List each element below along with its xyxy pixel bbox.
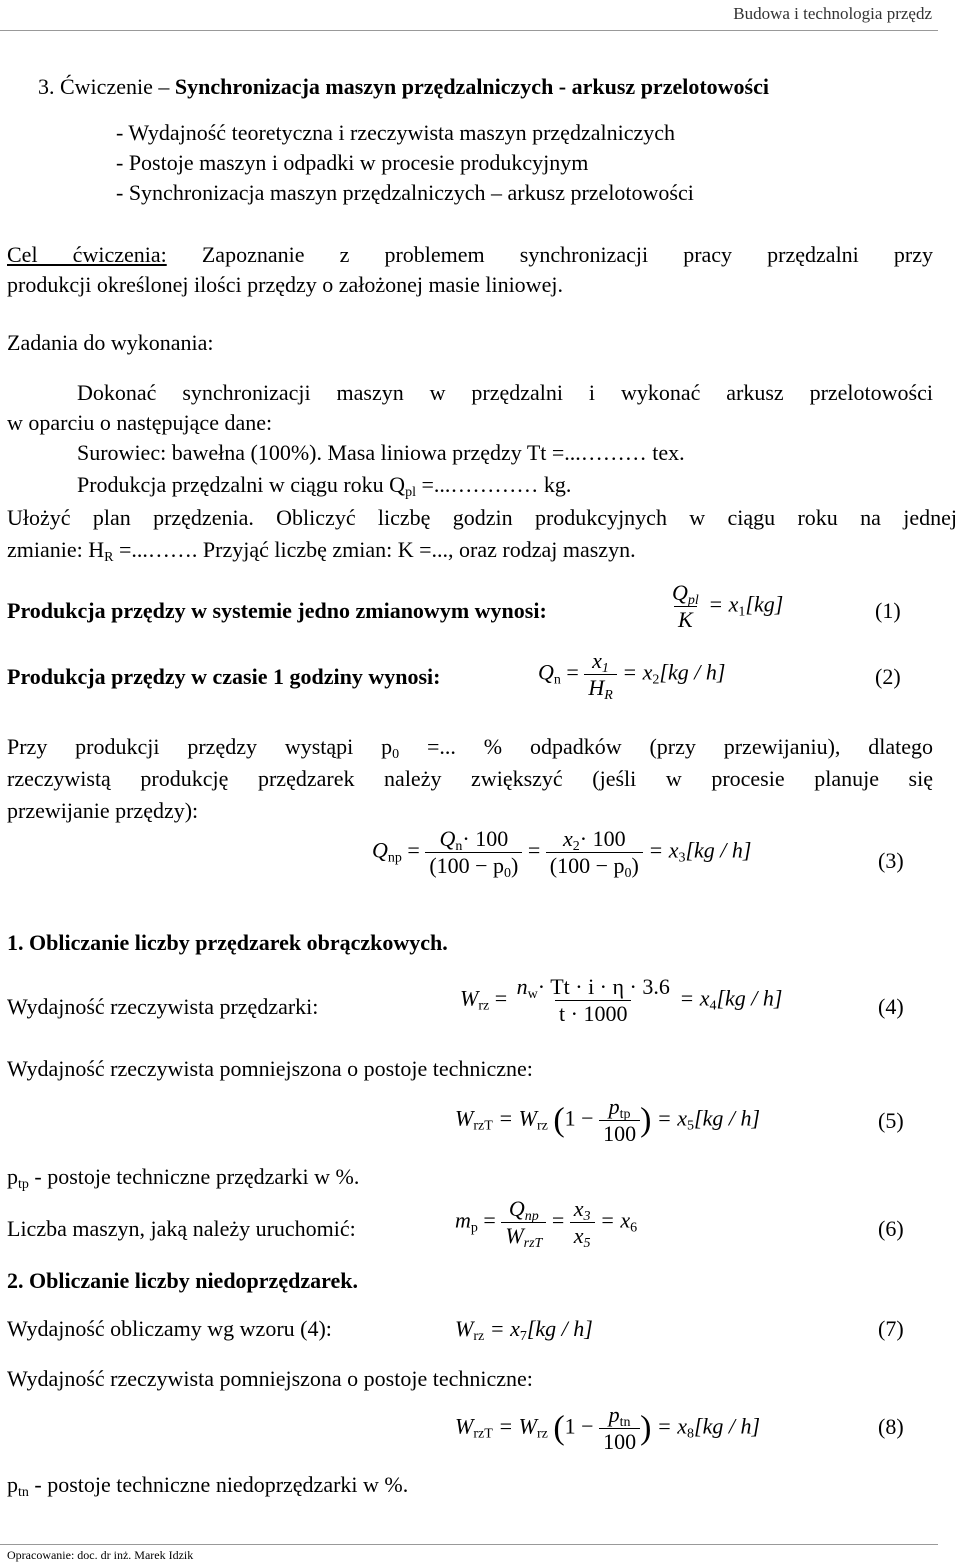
waste-line: rzeczywistą produkcję przędzarek należy zwiększyć (jeśli w procesie planuje się (7, 766, 933, 791)
section-heading-2: 2. Obliczanie liczby niedoprzędzarek. (7, 1268, 358, 1293)
eq1-label: Produkcja przędzy w systemie jedno zmianowym wynosi: (7, 598, 547, 623)
bullet-item: - Postoje maszyn i odpadki w procesie produkcyjnym (116, 150, 589, 175)
eq3-number: (3) (878, 848, 904, 873)
goal-text: Zapoznanie z problemem synchronizacji pracy przędzalni przy (201, 242, 934, 267)
eq6-number: (6) (878, 1216, 904, 1241)
eq6-label: Liczba maszyn, jaką należy uruchomić: (7, 1216, 356, 1241)
tasks-line: Produkcja przędzalni w ciągu roku $Q_{pl}$ =...………… kg. (77, 472, 572, 500)
eq4-label: Wydajność rzeczywista przędzarki: (7, 994, 319, 1019)
eq1-formula: $\frac{Q_{pl}}{K}$ = $x_1[kg]$ (672, 580, 784, 632)
tasks-heading: Zadania do wykonania: (7, 330, 214, 355)
running-header: Budowa i technologia przędz (733, 4, 932, 23)
ptp-note: $p_{tp}$ - postoje techniczne przędzarki w %. (7, 1164, 360, 1192)
title-number: 3. Ćwiczenie – (38, 74, 175, 99)
waste-line: przewijanie przędzy): (7, 798, 199, 823)
reduced-heading-2: Wydajność rzeczywista pomniejszona o postoje techniczne: (7, 1366, 533, 1391)
eq2-label: Produkcja przędzy w czasie 1 godziny wynosi: (7, 664, 441, 689)
tasks-line: Ułożyć plan przędzenia. Obliczyć liczbę godzin produkcyjnych w ciągu roku na jednej (7, 505, 957, 530)
title-text: Synchronizacja maszyn przędzalniczych - arkusz przelotowości (174, 74, 769, 99)
bullet-item: - Synchronizacja maszyn przędzalniczych – arkusz przelotowości (116, 180, 694, 205)
goal-label: Cel ćwiczenia: (7, 242, 167, 267)
eq1-number: (1) (875, 598, 901, 623)
eq7-label: Wydajność obliczamy wg wzoru (4): (7, 1316, 332, 1341)
eq3-formula: $Q_{np}$ = $\frac{Q_n\cdot 100}{(100 - p_0)}$ = $\frac{x_2\cdot 100}{(100 - p_0)}$ = $x_3[kg / h]$ (372, 826, 752, 881)
footer-divider (0, 1544, 938, 1545)
ptn-note: $p_{tn}$ - postoje techniczne niedoprzędzarki w %. (7, 1472, 409, 1500)
goal-line-2: produkcji określonej ilości przędzy o założonej masie liniowej. (7, 272, 563, 297)
tasks-line: w oparciu o następujące dane: (7, 410, 273, 435)
section-title (38, 74, 769, 100)
footer-author: Opracowanie: doc. dr inż. Marek Idzik (7, 1548, 194, 1562)
eq8-number: (8) (878, 1414, 904, 1439)
bullet-item: - Wydajność teoretyczna i rzeczywista maszyn przędzalniczych (116, 120, 675, 145)
eq7-formula: $W_{rz} = x_7[kg / h]$ (455, 1316, 593, 1344)
section-heading-1: 1. Obliczanie liczby przędzarek obrączkowych. (7, 930, 448, 955)
eq7-number: (7) (878, 1316, 904, 1341)
tasks-line: Surowiec: bawełna (100%). Masa liniowa przędzy Tt =...……… tex. (77, 440, 685, 465)
eq8-formula: $W_{rzT} = W_{rz}$ (1 − $\frac{p_{tn}}{100}$ ) = $x_8[kg / h]$ (455, 1402, 761, 1454)
goal-line-1 (7, 242, 933, 268)
eq2-formula: $Q_n$ = $\frac{x_1}{H_R}$ = $x_2[kg / h]$ (538, 648, 726, 703)
tasks-line: Dokonać synchronizacji maszyn w przędzalni i wykonać arkusz przelotowości (77, 380, 933, 405)
eq4-number: (4) (878, 994, 904, 1019)
eq5-formula: $W_{rzT} = W_{rz}$ (1 − $\frac{p_{tp}}{100}$ ) = $x_5[kg / h]$ (455, 1094, 761, 1146)
eq2-number: (2) (875, 664, 901, 689)
header-divider (0, 30, 938, 31)
eq5-number: (5) (878, 1108, 904, 1133)
eq6-formula: $m_p$ = $\frac{Q_{np}}{W_{rzT}}$ = $\frac{x_3}{x_5}$ = $x_6$ (455, 1196, 638, 1251)
reduced-heading-1: Wydajność rzeczywista pomniejszona o postoje techniczne: (7, 1056, 533, 1081)
waste-line: Przy produkcji przędzy wystąpi $p_0$ =... % odpadków (przy przewijaniu), dlatego (7, 734, 934, 762)
eq4-formula: $W_{rz}$ = $\frac{n_w\cdot Tt \cdot i \cdot \eta \cdot 3.6}{t \cdot 1000}$ = $x_4[kg / h]$ (460, 974, 783, 1026)
tasks-line: zmianie: $H_R$ =...……. Przyjąć liczbę zmian: K =..., oraz rodzaj maszyn. (7, 537, 636, 565)
